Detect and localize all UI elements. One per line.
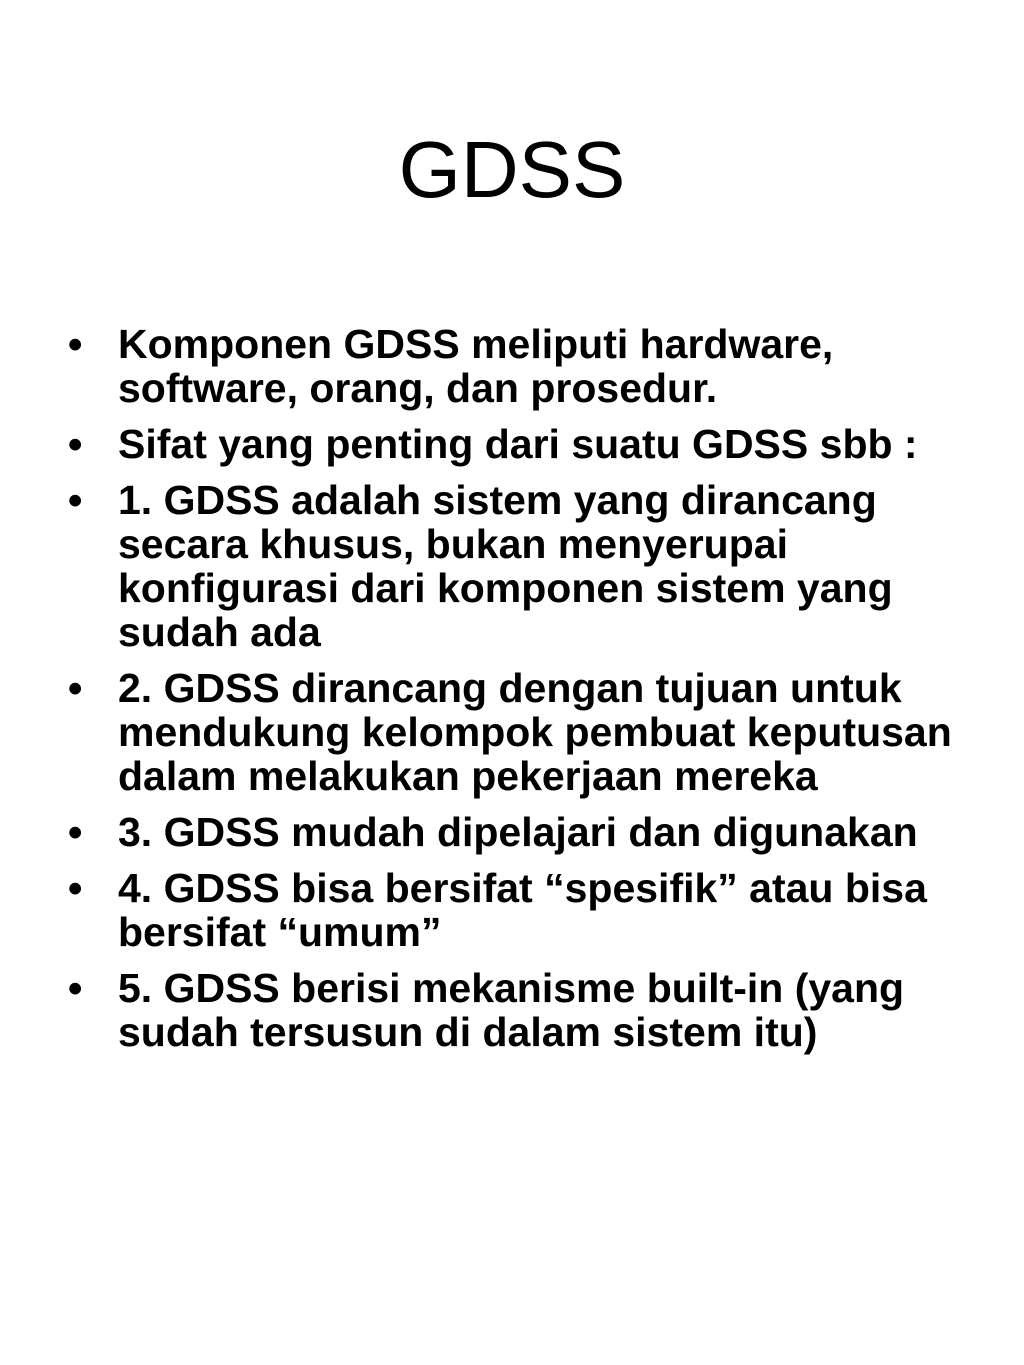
bullet-dot-icon: • <box>68 421 83 467</box>
bullet-item <box>68 422 968 466</box>
bullet-dot-icon: • <box>68 321 83 367</box>
bullet-text: 1. GDSS adalah sistem yang dirancang secara khusus, bukan menyerupai konfigurasi dari komponen sistem yang sudah ada <box>118 477 893 655</box>
bullet-item <box>68 966 968 1054</box>
bullet-text: 2. GDSS dirancang dengan tujuan untuk mendukung kelompok pembuat keputusan dalam melakukan pekerjaan mereka <box>118 665 952 799</box>
bullet-text: Komponen GDSS meliputi hardware, software, orang, dan prosedur. <box>118 321 834 411</box>
bullet-text: Sifat yang penting dari suatu GDSS sbb : <box>118 421 918 467</box>
bullet-text: 5. GDSS berisi mekanisme built-in (yang sudah tersusun di dalam sistem itu) <box>118 965 905 1055</box>
bullet-list <box>68 322 968 1066</box>
bullet-dot-icon: • <box>68 477 83 523</box>
bullet-item <box>68 866 968 954</box>
bullet-dot-icon: • <box>68 665 83 711</box>
bullet-item <box>68 810 968 854</box>
bullet-dot-icon: • <box>68 809 83 855</box>
slide-title: GDSS <box>398 125 626 214</box>
bullet-text: 4. GDSS bisa bersifat “spesifik” atau bisa bersifat “umum” <box>118 865 927 955</box>
bullet-dot-icon: • <box>68 865 83 911</box>
bullet-item <box>68 666 968 798</box>
bullet-dot-icon: • <box>68 965 83 1011</box>
bullet-item <box>68 478 968 654</box>
bullet-item <box>68 322 968 410</box>
bullet-text: 3. GDSS mudah dipelajari dan digunakan <box>118 809 918 855</box>
